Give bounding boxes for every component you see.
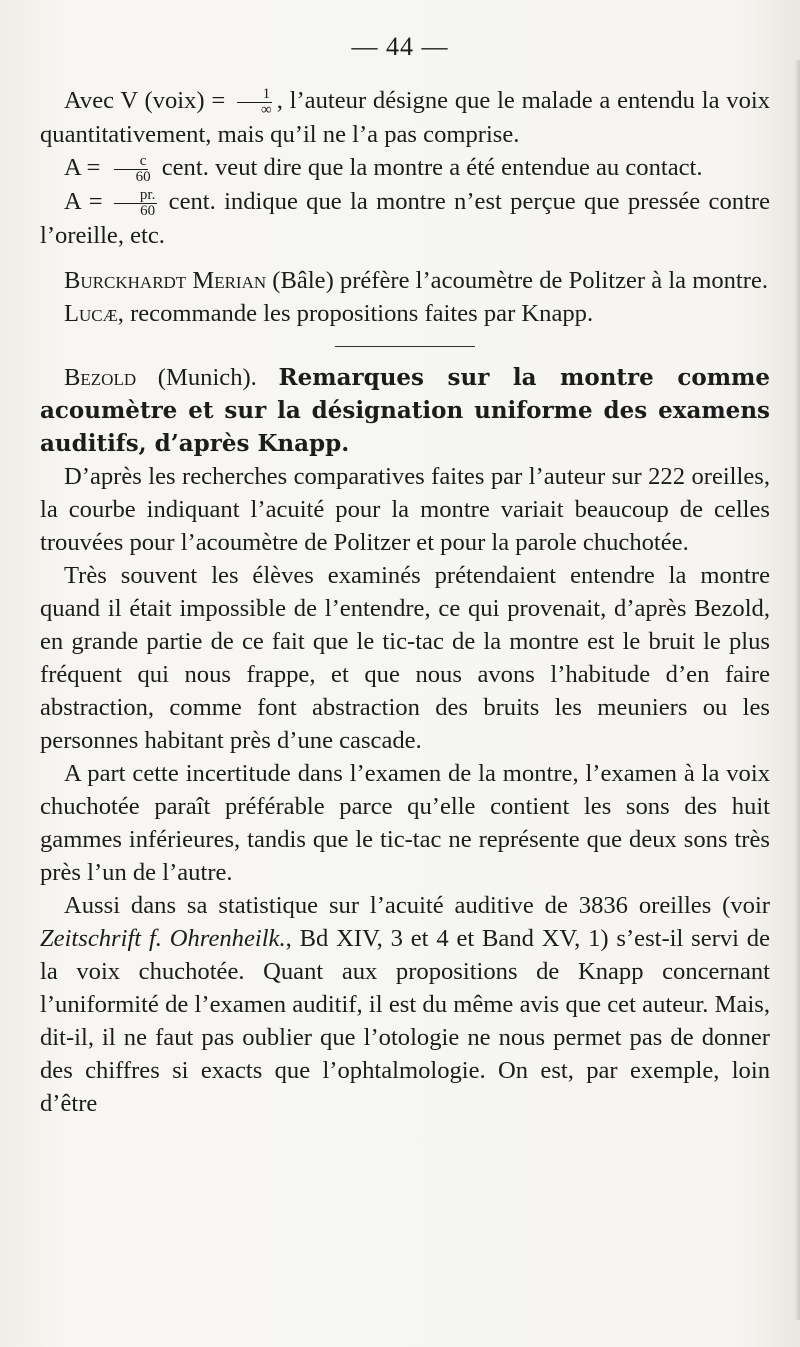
paragraph-pressure-notation [40, 185, 770, 252]
text-run: , Bd XIV, 3 et 4 et Band XV, 1) s’est-il servi de la voix chuchotée. Quant aux propositions de Knapp concernant l’uniformité de l’examen auditif, il est du même avis que cet auteur. Mais, dit-il, il ne faut pas oublier que l’otologie ne nous permet pas de donner des chiffres si exacts que l’ophtalmologie. On est, par exemple, loin d’être [40, 924, 771, 1117]
page-number: — 44 — [351, 32, 449, 61]
text-run: cent. indique que la montre n’est perçue que pressée contre l’oreille, etc. [40, 187, 770, 249]
paragraph-comparative-research: D’après les recherches comparatives faites par l’auteur sur 222 oreilles, la courbe indiquant l’acuité pour la montre variait beaucoup de celles trouvées pour l’acoumètre de Politzer et pour la parole chuchotée. [40, 462, 770, 556]
fraction [110, 154, 153, 185]
text-run: Avec V (voix) = [64, 87, 233, 114]
fraction-denominator: ∞ [261, 101, 272, 118]
author-name: Lucæ [64, 299, 118, 327]
page-edge-shadow [794, 60, 800, 1320]
author-name: Burckhardt Merian [64, 266, 267, 294]
paragraph-statistics [40, 889, 770, 1120]
fraction-numerator: 1 [237, 87, 273, 103]
text-run: A = [64, 187, 111, 215]
body-text [40, 84, 770, 1120]
fraction-numerator: c [114, 154, 149, 170]
paragraph-voice-notation [40, 84, 770, 151]
author-name: Bezold [64, 363, 137, 391]
journal-title: Zeitschrift f. Ohrenheilk. [40, 924, 286, 952]
text-run: A = [64, 153, 107, 181]
paragraph-burckhardt [40, 264, 770, 297]
paragraph-students-watch: Très souvent les élèves examinés prétendaient entendre la montre quand il était impossible de l’entendre, ce qui provenait, d’après Bezold, en grande partie de ce fait que le tic-tac de la montre est le bruit le plus fréquent qui nous frappe, et que nous avons l’habitude d’en faire abstraction, comme font abstraction des bruits les meuniers ou les personnes habitant près d’une cascade. [40, 561, 770, 754]
fraction-denominator: 60 [140, 202, 156, 219]
section-title: Remarques sur la montre comme acoumètre et sur la désignation uniforme des examens auditifs, d’après Knapp. [40, 363, 770, 457]
section-divider [335, 346, 475, 347]
paragraph-lucae [40, 297, 770, 330]
text-run: , l’auteur désigne que le malade a entendu la voix quantitativement, mais qu’il ne l’a pas comprise. [40, 87, 770, 148]
paragraph-bezold-heading [40, 361, 770, 460]
text-run: , recommande les propositions faites par Knapp. [117, 299, 594, 327]
text-run: (Bâle) préfère l’acoumètre de Politzer à la montre. [266, 266, 769, 294]
paragraph-contact-notation [40, 151, 770, 185]
paragraph-whisper-preference: A part cette incertitude dans l’examen de la montre, l’examen à la voix chuchotée paraît préférable parce qu’elle contient les sons des huit gammes inférieures, tandis que le tic-tac ne représente que deux sons très près l’un de l’autre. [40, 759, 770, 886]
fraction-numerator: pr. [114, 188, 157, 204]
text-run: cent. veut dire que la montre a été entendue au contact. [155, 153, 703, 181]
fraction [235, 87, 274, 118]
text-run: Aussi dans sa statistique sur l’acuité auditive de 3836 oreilles (voir [64, 891, 770, 919]
fraction [114, 188, 157, 219]
fraction-denominator: 60 [135, 168, 151, 185]
text-run: (Munich). [136, 363, 279, 391]
